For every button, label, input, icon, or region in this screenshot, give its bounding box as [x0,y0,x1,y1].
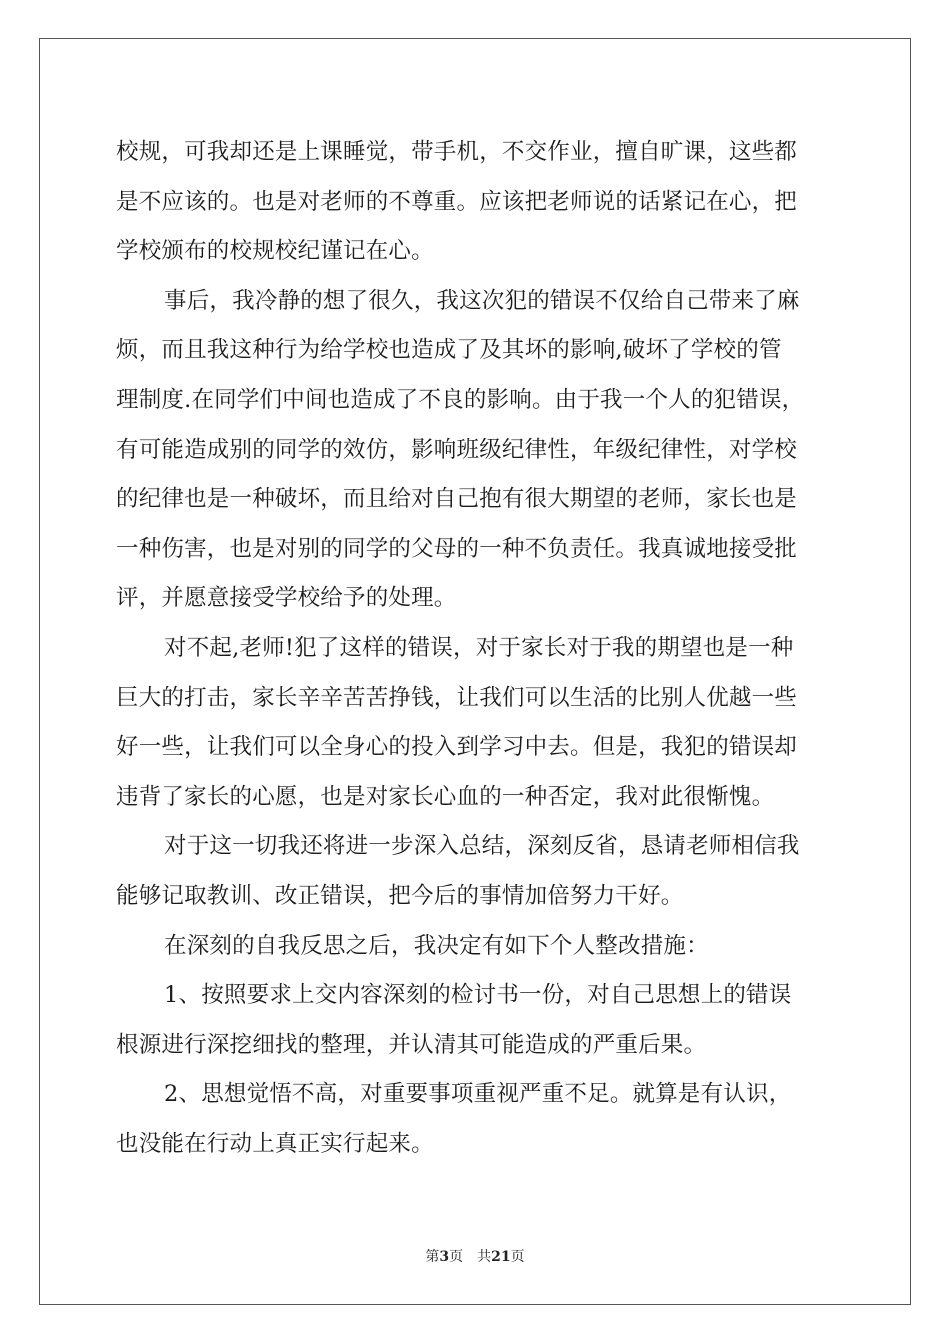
page-label-prefix: 第 [425,1249,440,1265]
text-line: 有可能造成别的同学的效仿，影响班级纪律性，年级纪律性，对学校 [116,436,798,463]
text-line: 好一些，让我们可以全身心的投入到学习中去。但是，我犯的错误却 [116,734,798,761]
total-label-prefix: 共 [477,1249,492,1265]
text-line: 违背了家长的心愿，也是对家长心血的一种否定，我对此很惭愧。 [116,783,775,810]
text-line: 对不起,老师!犯了这样的错误，对于家长对于我的期望也是一种 [164,634,794,661]
text-line: 评，并愿意接受学校给予的处理。 [116,585,457,612]
text-line: 事后，我冷静的想了很久，我这次犯的错误不仅给自己带来了麻 [164,287,800,314]
text-line: 1、按照要求上交内容深刻的检讨书一份，对自己思想上的错误 [164,982,792,1009]
page-label-suffix: 页 [449,1249,464,1265]
text-line: 根源进行深挖细找的整理，并认清其可能造成的严重后果。 [116,1031,707,1058]
text-line: 的纪律也是一种破坏，而且给对自己抱有很大期望的老师，家长也是 [116,486,798,513]
total-label-suffix: 页 [510,1249,525,1265]
text-line: 理制度.在同学们中间也造成了不良的影响。由于我一个人的犯错误， [116,386,805,413]
document-body [116,128,834,1169]
text-line: 对于这一切我还将进一步深入总结，深刻反省，恳请老师相信我 [164,833,800,860]
total-page-number: 21 [491,1249,511,1265]
page-footer [0,1247,950,1267]
text-line: 烦，而且我这种行为给学校也造成了及其坏的影响,破坏了学校的管 [116,337,782,364]
text-line: 在深刻的自我反思之后，我决定有如下个人整改措施： [164,932,709,959]
text-line: 也没能在行动上真正实行起来。 [116,1130,434,1157]
text-line: 一种伤害，也是对别的同学的父母的一种不负责任。我真诚地接受批 [116,535,798,562]
text-line: 校规，可我却还是上课睡觉，带手机，不交作业，擅自旷课，这些都 [116,139,798,165]
text-line: 巨大的打击，家长辛辛苦苦挣钱，让我们可以生活的比别人优越一些 [116,684,798,711]
text-line: 学校颁布的校规校纪谨记在心。 [116,238,434,265]
text-line: 2、思想觉悟不高，对重要事项重视严重不足。就算是有认识， [164,1081,792,1108]
text-line: 能够记取教训、改正错误，把今后的事情加倍努力干好。 [116,882,684,909]
current-page-number: 3 [439,1249,450,1265]
text-line: 是不应该的。也是对老师的不尊重。应该把老师说的话紧记在心，把 [116,188,798,215]
